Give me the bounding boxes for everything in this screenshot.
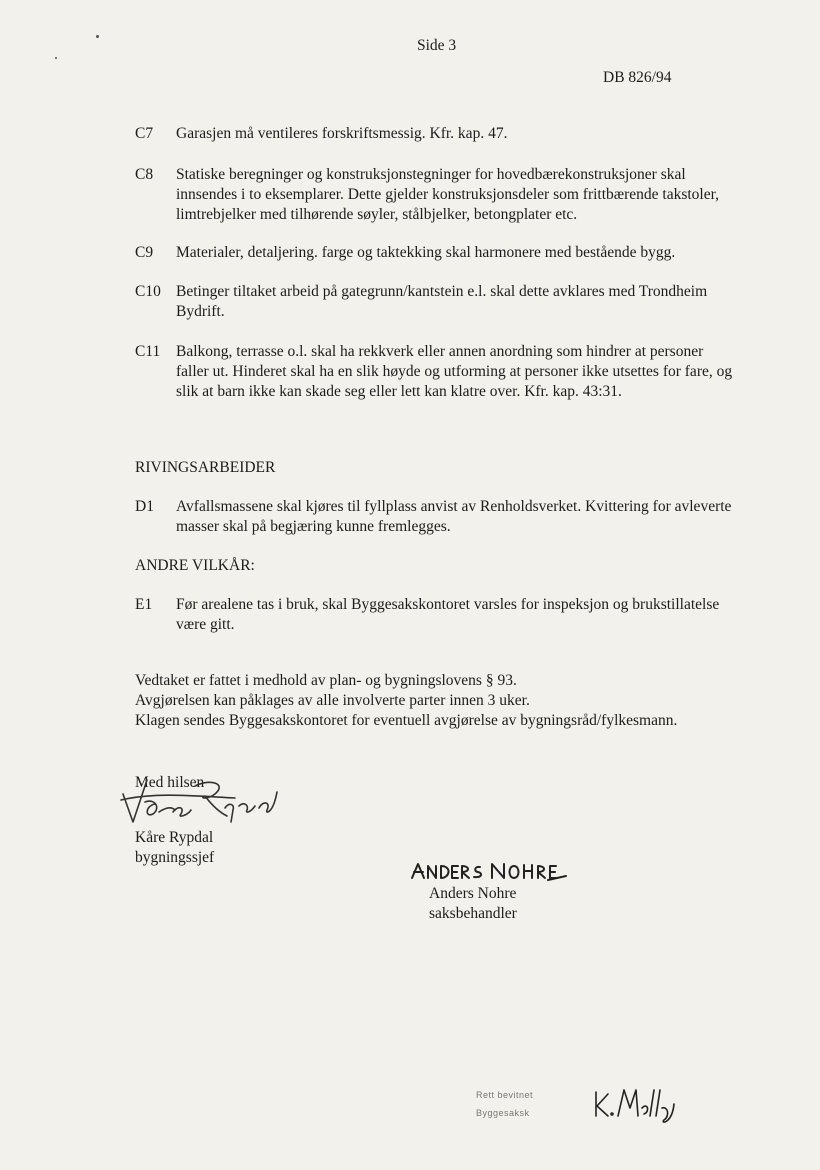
condition-e1 bbox=[135, 595, 735, 635]
condition-c10 bbox=[135, 282, 735, 322]
condition-code: E1 bbox=[135, 596, 153, 613]
condition-code: C7 bbox=[135, 125, 154, 142]
stamp-line-2: Byggesaksk bbox=[476, 1108, 530, 1118]
page-number: Side 3 bbox=[417, 37, 457, 54]
condition-text: Betinger tiltaket arbeid på gategrunn/kantstein e.l. skal dette avklares med Trondheim Bydrift. bbox=[176, 283, 708, 320]
condition-text: Statiske beregninger og konstruksjonstegninger for hovedbærekonstruksjoner skal innsendes i to eksemplarer. Dette gjelder konstruksjonsdeler som frittbærende takstoler, limtrebjelker med tilhørende søyler, stålbjelker, betongplater etc. bbox=[176, 166, 720, 223]
condition-d1 bbox=[135, 497, 735, 537]
signer-1-name: Kåre Rypdal bbox=[135, 829, 214, 846]
closing-line-2: Avgjørelsen kan påklages av alle involverte parter innen 3 uker. bbox=[135, 692, 530, 709]
signer-2-name: Anders Nohre bbox=[429, 885, 517, 902]
greeting: Med hilsen bbox=[135, 774, 205, 791]
condition-code: C8 bbox=[135, 166, 154, 183]
condition-code: D1 bbox=[135, 498, 154, 515]
scan-speck bbox=[55, 57, 57, 59]
condition-c7 bbox=[135, 124, 735, 144]
condition-code: C10 bbox=[135, 283, 161, 300]
condition-c8 bbox=[135, 165, 735, 225]
condition-text: Før arealene tas i bruk, skal Byggesakskontoret varsles for inspeksjon og brukstillatelse være gitt. bbox=[176, 596, 720, 633]
condition-c9 bbox=[135, 243, 735, 263]
condition-text: Balkong, terrasse o.l. skal ha rekkverk eller annen anordning som hindrer at personer faller ut. Hinderet skal ha en slik høyde og utforming at personer ikke utsettes for fare, og slik at barn ikke kan skade seg eller lett kan klatre over. Kfr. kap. 43:31. bbox=[176, 343, 733, 400]
condition-code: C11 bbox=[135, 343, 161, 360]
condition-code: C9 bbox=[135, 244, 154, 261]
stamp-line-1: Rett bevitnet bbox=[476, 1090, 534, 1100]
signer-2-title: saksbehandler bbox=[429, 905, 517, 922]
signer-1-title: bygningssjef bbox=[135, 849, 215, 866]
signature-anders-nohre bbox=[408, 860, 568, 882]
condition-text: Garasjen må ventileres forskriftsmessig. Kfr. kap. 47. bbox=[176, 125, 508, 142]
section-heading-other: ANDRE VILKÅR: bbox=[135, 557, 255, 574]
condition-text: Avfallsmassene skal kjøres til fyllplass anvist av Renholdsverket. Kvittering for avleverte masser skal på begjæring kunne fremlegges. bbox=[176, 498, 732, 535]
closing-line-3: Klagen sendes Byggesakskontoret for eventuell avgjørelse av bygningsråd/fylkesmann. bbox=[135, 712, 678, 729]
condition-c11 bbox=[135, 342, 735, 402]
signature-kare-rypdal bbox=[115, 772, 295, 834]
section-heading-demolition: RIVINGSARBEIDER bbox=[135, 459, 276, 476]
condition-text: Materialer, detaljering. farge og taktekking skal harmonere med bestående bygg. bbox=[176, 244, 676, 261]
case-reference: DB 826/94 bbox=[603, 69, 672, 86]
scan-speck bbox=[96, 35, 99, 38]
stamp-signature bbox=[590, 1086, 680, 1126]
certification-stamp bbox=[470, 1082, 770, 1132]
closing-line-1: Vedtaket er fattet i medhold av plan- og bygningslovens § 93. bbox=[135, 672, 517, 689]
